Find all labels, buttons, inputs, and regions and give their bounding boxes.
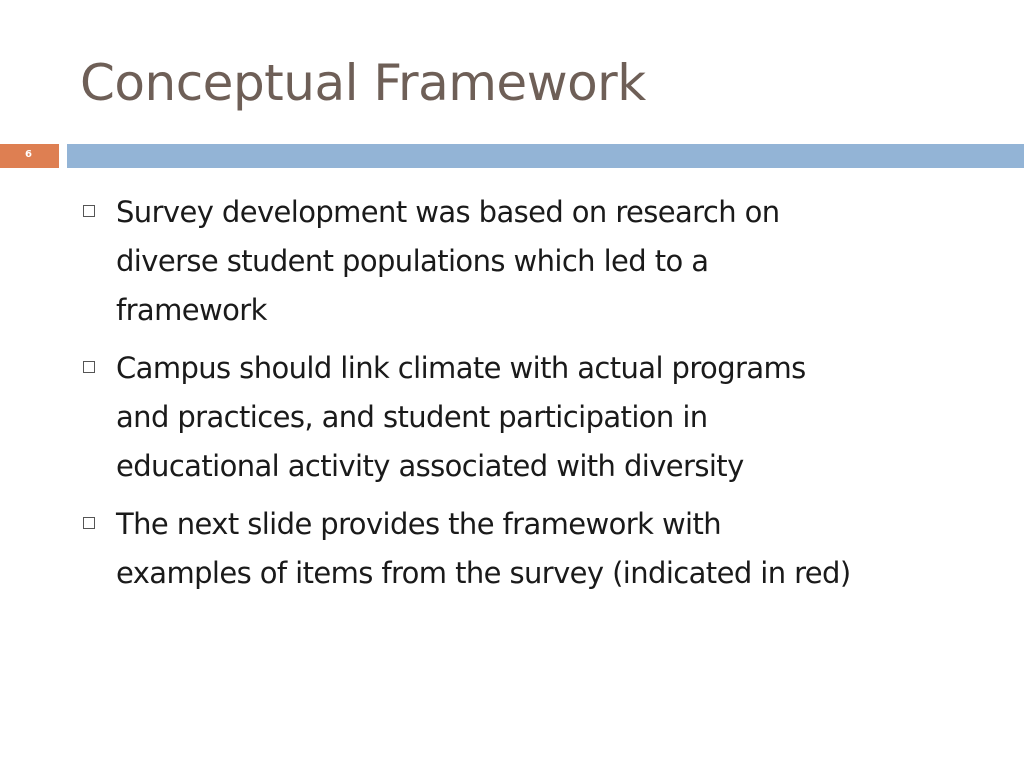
bullet-list — [80, 188, 1000, 607]
bullet-text-line: Survey development was based on research on — [116, 195, 780, 229]
bullet-text-line: educational activity associated with diversity — [116, 449, 744, 483]
slide-title: Conceptual Framework — [80, 54, 646, 112]
bullet-item — [80, 500, 1000, 598]
square-bullet-icon — [83, 517, 95, 529]
square-bullet-icon — [83, 361, 95, 373]
bullet-item — [80, 344, 1000, 491]
bullet-text-line: Campus should link climate with actual programs — [116, 351, 806, 385]
bullet-text-line: framework — [116, 293, 267, 327]
bullet-text-line: The next slide provides the framework with — [116, 507, 722, 541]
slide-number: 6 — [25, 149, 32, 160]
bullet-text-line: examples of items from the survey (indicated in red) — [116, 556, 851, 590]
slide-number-badge — [0, 144, 59, 168]
bullet-text-line: diverse student populations which led to a — [116, 244, 709, 278]
header-accent-bar — [67, 144, 1024, 168]
bullet-text-line: and practices, and student participation in — [116, 400, 708, 434]
square-bullet-icon — [83, 205, 95, 217]
bullet-item — [80, 188, 1000, 335]
